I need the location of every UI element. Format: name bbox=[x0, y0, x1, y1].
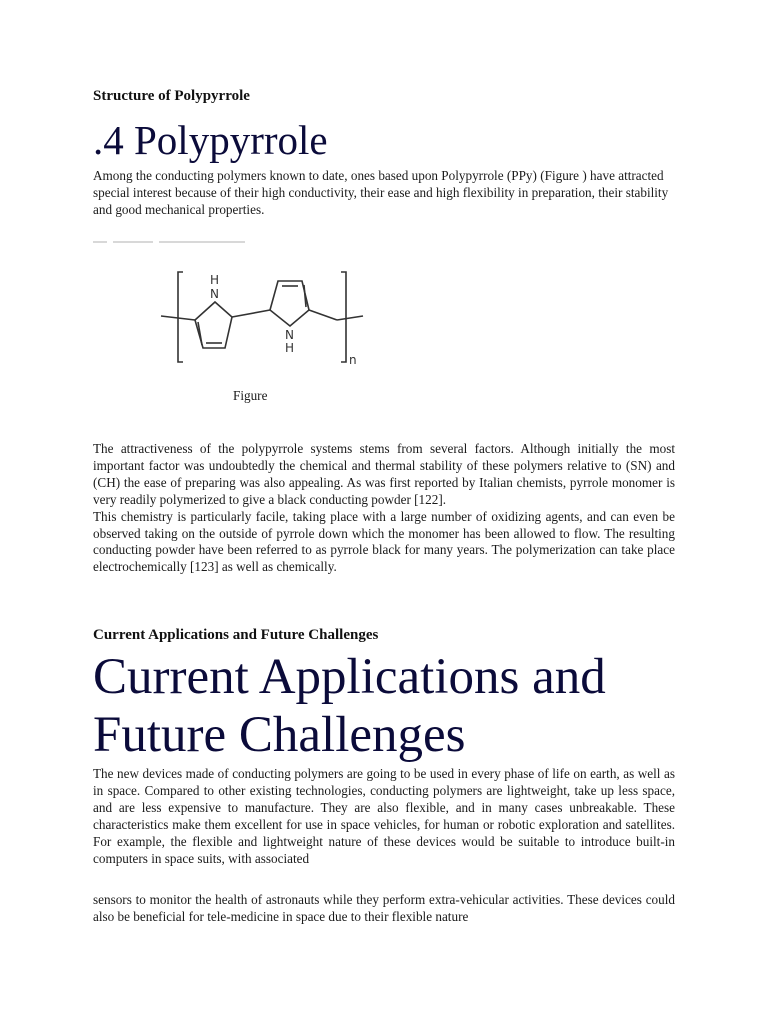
nh-label-top-h: H bbox=[210, 273, 220, 287]
new-devices-paragraph: The new devices made of conducting polymers are going to be used in every phase of life on earth, as well as in space. Compared to other existing technologies, conducting polymers are lightweight, take up less space, and are less expensive to manufacture. They are also flexible, and in many cases unbreakable. These characteristics make them excellent for use in space vehicles, for human or robotic exploration and satellites. For example, the flexible and lightweight nature of these devices would be suitable to introduce built-in computers in space suits, with associated bbox=[93, 766, 675, 866]
figure-caption: Figure bbox=[233, 388, 268, 403]
repeat-subscript: n bbox=[349, 353, 357, 367]
nh-label-bottom-h: H bbox=[285, 341, 295, 355]
inter-ring-bond bbox=[232, 310, 270, 317]
figure-divider bbox=[93, 241, 245, 243]
pyrrole-ring-2 bbox=[270, 281, 309, 326]
structure-heading-small: Structure of Polypyrrole bbox=[93, 88, 250, 104]
attractiveness-paragraph: The attractiveness of the polypyrrole systems stems from several factors. Although initially the most important factor was undoubtedly the chemical and thermal stability of these polymers relative to (SN) and (CH) the ease of preparing was also appealing. As was first reported by Italian chemists, pyrrole monomer is very readily polymerized to give a black conducting powder [122]. bbox=[93, 441, 675, 507]
right-bracket bbox=[341, 272, 346, 362]
nh-label-bottom-n: N bbox=[285, 328, 294, 342]
nh-label-top-n: N bbox=[210, 287, 219, 301]
intro-paragraph: Among the conducting polymers known to date, ones based upon Polypyrrole (PPy) (Figure ) have attracted special interest because of their high conductivity, their ease and high flexibility in preparation, their stability and good mechanical properties. bbox=[93, 168, 669, 217]
chemistry-paragraph: This chemistry is particularly facile, taking place with a large number of oxidizing agents, and can even be observed taking on the outside of pyrrole down which the monomer has been allowed to flow. The resulting conducting powder have been referred to as pyrrole black for many years. The polymerization can take place electrochemically [123] as well as chemically. bbox=[93, 508, 675, 575]
polypyrrole-heading: .4 Polypyrrole bbox=[93, 117, 328, 163]
right-bond bbox=[337, 316, 363, 320]
left-bracket bbox=[178, 272, 183, 362]
sensors-paragraph: sensors to monitor the health of astronauts while they perform extra-vehicular activities. These devices could also be beneficial for tele-medicine in space due to their flexible nature bbox=[93, 892, 675, 924]
attractiveness-paragraphs bbox=[93, 441, 675, 576]
polypyrrole-structure-diagram bbox=[155, 262, 475, 372]
applications-heading-big: Current Applications and Future Challenges bbox=[93, 649, 606, 763]
applications-heading-small: Current Applications and Future Challenges bbox=[93, 627, 379, 643]
